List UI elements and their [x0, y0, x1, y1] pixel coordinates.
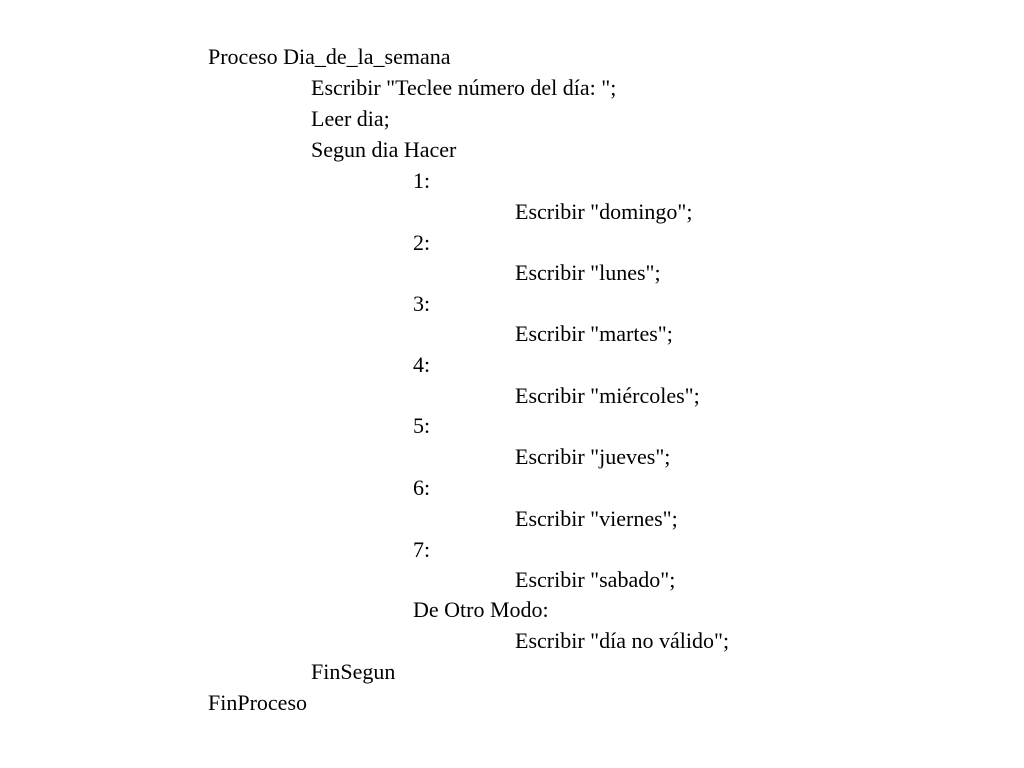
code-line-escribir-lunes: Escribir "lunes";: [515, 260, 661, 285]
code-line-case-5: 5:: [413, 413, 431, 438]
code-line-escribir-miercoles: Escribir "miércoles";: [515, 383, 700, 408]
code-line-escribir-viernes: Escribir "viernes";: [515, 506, 678, 531]
code-line-de-otro-modo: De Otro Modo:: [413, 597, 549, 622]
code-line-escribir-sabado: Escribir "sabado";: [515, 567, 676, 592]
code-line-proceso: Proceso Dia_de_la_semana: [208, 44, 451, 69]
code-line-escribir-domingo: Escribir "domingo";: [515, 199, 693, 224]
code-line-finproceso: FinProceso: [208, 690, 307, 715]
code-line-case-1: 1:: [413, 168, 431, 193]
code-line-escribir-prompt: Escribir "Teclee número del día: ";: [311, 75, 617, 100]
code-line-case-3: 3:: [413, 291, 431, 316]
code-line-case-4: 4:: [413, 352, 431, 377]
code-line-case-6: 6:: [413, 475, 431, 500]
code-line-finsegun: FinSegun: [311, 659, 396, 684]
code-line-case-7: 7:: [413, 537, 431, 562]
code-line-escribir-martes: Escribir "martes";: [515, 321, 673, 346]
code-line-escribir-jueves: Escribir "jueves";: [515, 444, 671, 469]
code-line-leer: Leer dia;: [311, 106, 390, 131]
code-line-segun: Segun dia Hacer: [311, 137, 457, 162]
code-line-case-2: 2:: [413, 230, 431, 255]
code-line-escribir-no-valido: Escribir "día no válido";: [515, 628, 730, 653]
